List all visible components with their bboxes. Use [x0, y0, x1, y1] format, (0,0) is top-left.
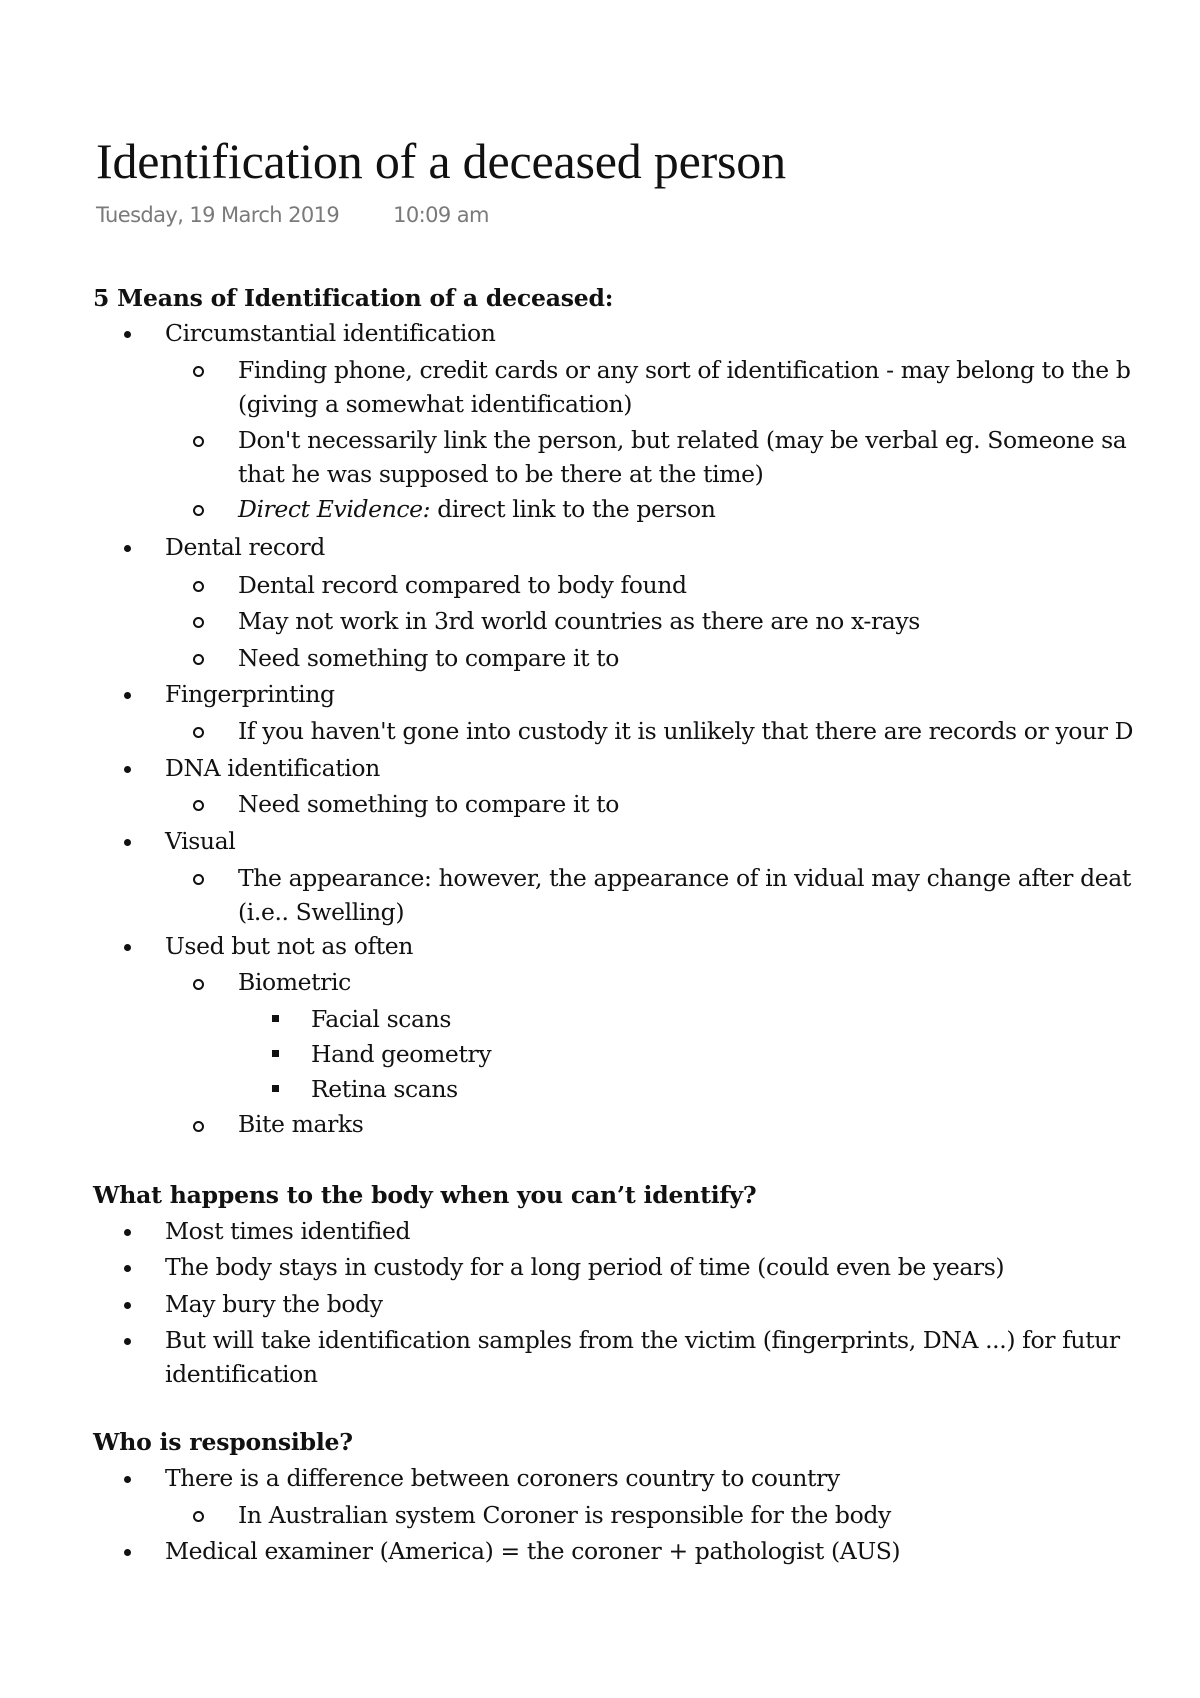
list-item: Used but not as often	[165, 932, 414, 960]
page-title: Identification of a deceased person	[96, 133, 786, 189]
bullet-square-icon	[272, 1050, 279, 1057]
list-item: May bury the body	[165, 1290, 383, 1318]
list-item: The body stays in custody for a long period of time (could even be years)	[165, 1253, 1005, 1281]
bullet-circle-icon	[193, 581, 204, 592]
list-item-continuation: (giving a somewhat identification)	[238, 390, 632, 418]
bullet-circle-icon	[193, 800, 204, 811]
list-item-continuation: identification	[165, 1360, 318, 1388]
bullet-circle-icon	[193, 727, 204, 738]
list-item: Biometric	[238, 968, 351, 996]
bullet-disc-icon	[124, 839, 131, 846]
bullet-disc-icon	[124, 545, 131, 552]
list-item: Medical examiner (America) = the coroner + pathologist (AUS)	[165, 1537, 901, 1565]
list-item: Most times identified	[165, 1217, 411, 1245]
bullet-circle-icon	[193, 436, 204, 447]
list-item: But will take identification samples from the victim (fingerprints, DNA ...) for futur	[165, 1326, 1120, 1354]
bullet-disc-icon	[124, 1229, 131, 1236]
list-item: Circumstantial identification	[165, 319, 496, 347]
list-item: Need something to compare it to	[238, 644, 619, 672]
bullet-circle-icon	[193, 366, 204, 377]
bullet-disc-icon	[124, 1549, 131, 1556]
direct-evidence-text: direct link to the person	[430, 495, 716, 523]
list-item: In Australian system Coroner is responsible for the body	[238, 1501, 891, 1529]
list-item: If you haven't gone into custody it is unlikely that there are records or your D	[238, 717, 1134, 745]
list-item: May not work in 3rd world countries as there are no x-rays	[238, 607, 920, 635]
list-item: Finding phone, credit cards or any sort of identification - may belong to the b	[238, 356, 1131, 384]
bullet-circle-icon	[193, 874, 204, 885]
bullet-square-icon	[272, 1085, 279, 1092]
bullet-disc-icon	[124, 766, 131, 773]
section-heading-responsible: Who is responsible?	[93, 1428, 353, 1456]
bullet-disc-icon	[124, 1265, 131, 1272]
list-item: Fingerprinting	[165, 680, 335, 708]
bullet-square-icon	[272, 1015, 279, 1022]
list-item: Dental record	[165, 533, 325, 561]
bullet-circle-icon	[193, 505, 204, 516]
list-item: There is a difference between coroners country to country	[165, 1464, 840, 1492]
bullet-disc-icon	[124, 1476, 131, 1483]
bullet-circle-icon	[193, 617, 204, 628]
list-item: Don't necessarily link the person, but related (may be verbal eg. Someone sa	[238, 426, 1127, 454]
note-date: Tuesday, 19 March 2019	[96, 203, 340, 227]
note-timestamp	[96, 203, 489, 227]
list-item: The appearance: however, the appearance of in vidual may change after deat	[238, 864, 1131, 892]
bullet-disc-icon	[124, 1338, 131, 1345]
bullet-disc-icon	[124, 944, 131, 951]
list-item	[238, 494, 715, 524]
list-item: Bite marks	[238, 1110, 364, 1138]
bullet-circle-icon	[193, 1121, 204, 1132]
list-item-continuation: that he was supposed to be there at the time)	[238, 460, 764, 488]
direct-evidence-label: Direct Evidence:	[238, 495, 431, 523]
list-item: Visual	[165, 827, 236, 855]
bullet-circle-icon	[193, 979, 204, 990]
bullet-circle-icon	[193, 654, 204, 665]
list-item: Need something to compare it to	[238, 790, 619, 818]
list-item: Dental record compared to body found	[238, 571, 687, 599]
bullet-disc-icon	[124, 692, 131, 699]
list-item-continuation: (i.e.. Swelling)	[238, 898, 405, 926]
note-time: 10:09 am	[393, 203, 489, 227]
list-item: Retina scans	[311, 1075, 458, 1103]
section-heading-means: 5 Means of Identification of a deceased:	[93, 284, 614, 312]
list-item: Facial scans	[311, 1005, 452, 1033]
section-heading-unidentified: What happens to the body when you can’t identify?	[93, 1181, 757, 1209]
list-item: Hand geometry	[311, 1040, 492, 1068]
list-item: DNA identification	[165, 754, 380, 782]
bullet-disc-icon	[124, 331, 131, 338]
bullet-disc-icon	[124, 1302, 131, 1309]
bullet-circle-icon	[193, 1511, 204, 1522]
